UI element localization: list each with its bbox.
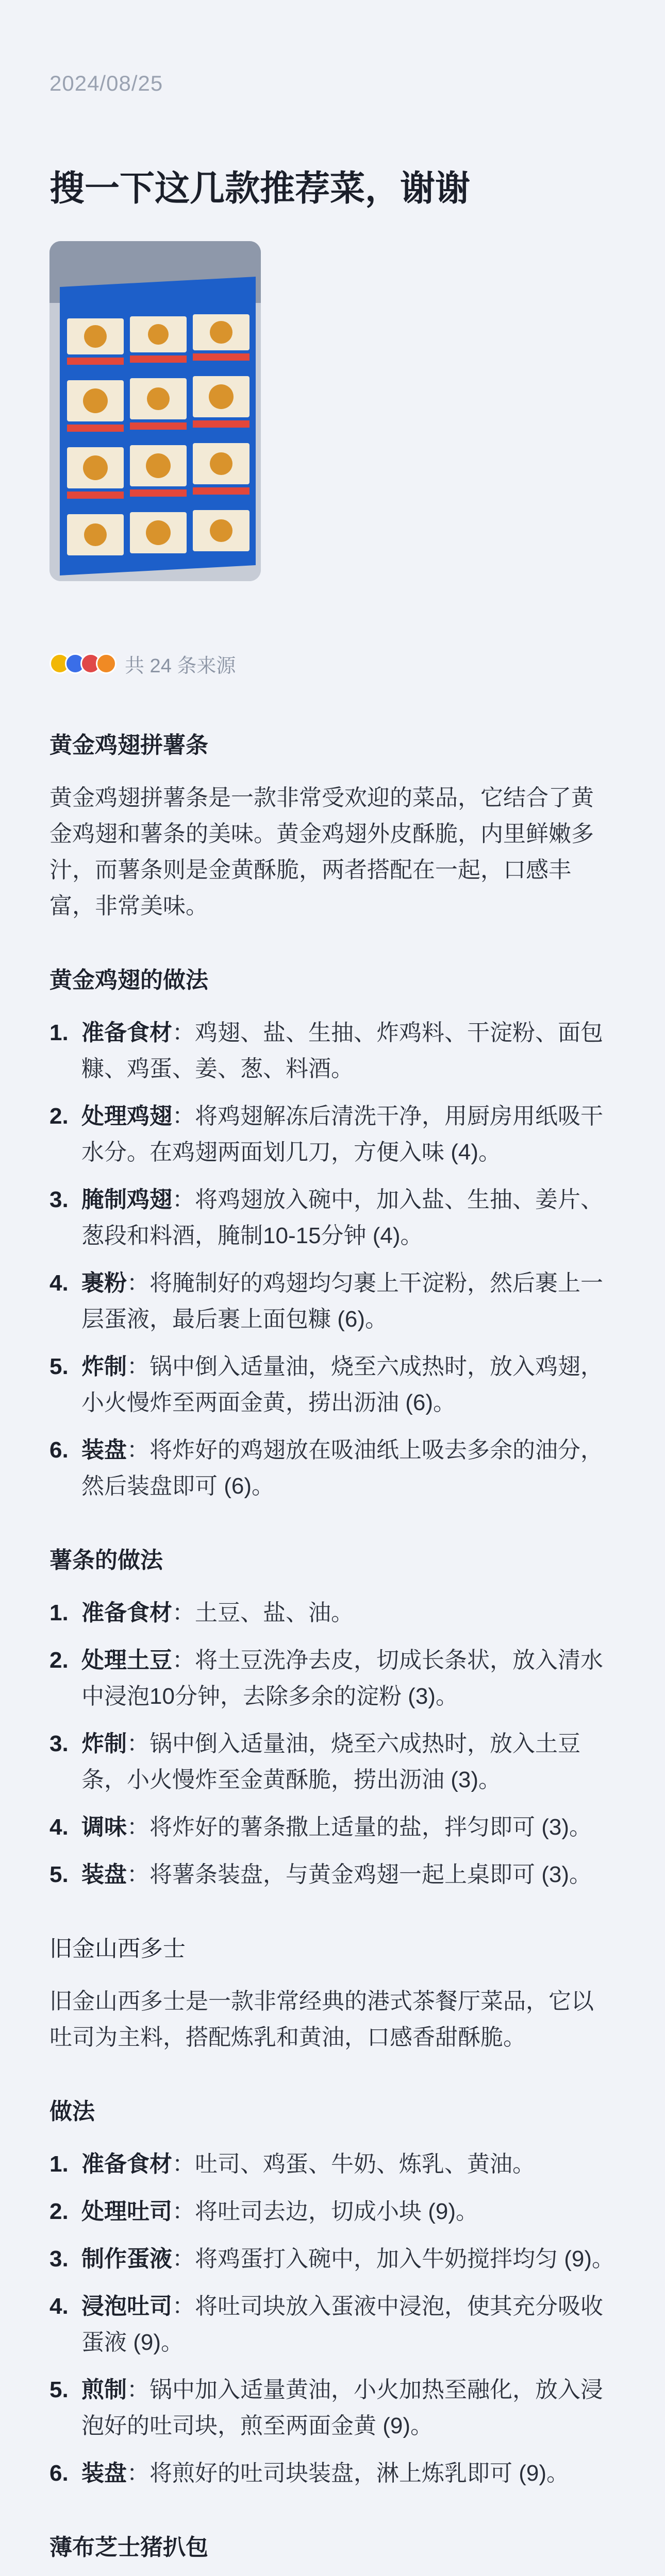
section-heading: 薄布芝士猪扒包: [49, 2535, 208, 2560]
list-item: 5. 煎制：锅中加入适量黄油，小火加热至融化，放入浸泡好的吐司块，煎至两面金黄 (9)。: [49, 2377, 603, 2438]
sources-count: 共 24 条来源: [125, 655, 236, 677]
steps-list: [49, 1595, 616, 1893]
list-item: 1. 准备食材：土豆、盐、油。: [49, 1600, 354, 1625]
source-avatar: [96, 653, 117, 674]
menu-board-image: [49, 241, 261, 581]
list-item: 3. 制作蛋液：将鸡蛋打入碗中，加入牛奶搅拌均匀 (9)。: [49, 2246, 614, 2272]
list-item: 2. 处理鸡翅：将鸡翅解冻后清洗干净，用厨房用纸吸干水分。在鸡翅两面划几刀，方便入味 (4)。: [49, 1104, 603, 1165]
post-date: 2024/08/25: [49, 71, 163, 95]
steps-list: [49, 2146, 616, 2492]
section-heading: 做法: [49, 2099, 95, 2124]
list-item: 4. 裹粉：将腌制好的鸡翅均匀裹上干淀粉，然后裹上一层蛋液，最后裹上面包糠 (6)。: [49, 1270, 603, 1332]
list-item: 4. 调味：将炸好的薯条撒上适量的盐，拌匀即可 (3)。: [49, 1815, 592, 1840]
section-heading: 薯条的做法: [49, 1548, 163, 1573]
list-item: 2. 处理土豆：将土豆洗净去皮，切成长条状，放入清水中浸泡10分钟，去除多余的淀粉 (3)。: [49, 1648, 603, 1709]
list-item: 6. 装盘：将炸好的鸡翅放在吸油纸上吸去多余的油分，然后装盘即可 (6)。: [49, 1437, 603, 1499]
section-paragraph: 黄金鸡翅拼薯条是一款非常受欢迎的菜品，它结合了黄金鸡翅和薯条的美味。黄金鸡翅外皮酥脆，内里鲜嫩多汁，而薯条则是金黄酥脆，两者搭配在一起，口感丰富，非常美味。: [49, 785, 594, 919]
list-item: 2. 处理吐司：将吐司去边，切成小块 (9)。: [49, 2199, 478, 2224]
list-item: 6. 装盘：将煎好的吐司块装盘，淋上炼乳即可 (9)。: [49, 2461, 569, 2486]
sources-row[interactable]: [49, 648, 236, 679]
section-heading: 旧金山西多士: [49, 1936, 186, 1961]
list-item: 1. 准备食材：鸡翅、盐、生抽、炸鸡料、干淀粉、面包糠、鸡蛋、姜、葱、料酒。: [49, 1020, 603, 1081]
query-photo[interactable]: [49, 241, 261, 581]
list-item: 3. 腌制鸡翅：将鸡翅放入碗中，加入盐、生抽、姜片、葱段和料酒，腌制10-15分钟 (4)。: [49, 1187, 603, 1248]
list-item: 4. 浸泡吐司：将吐司块放入蛋液中浸泡，使其充分吸收蛋液 (9)。: [49, 2294, 603, 2355]
list-item: 5. 装盘：将薯条装盘，与黄金鸡翅一起上桌即可 (3)。: [49, 1862, 592, 1887]
section-paragraph: 旧金山西多士是一款非常经典的港式茶餐厅菜品，它以吐司为主料，搭配炼乳和黄油，口感香甜酥脆。: [49, 1989, 594, 2050]
list-item: 3. 炸制：锅中倒入适量油，烧至六成热时，放入土豆条，小火慢炸至金黄酥脆，捞出沥油 (3)。: [49, 1731, 580, 1792]
list-item: 5. 炸制：锅中倒入适量油，烧至六成热时，放入鸡翅，小火慢炸至两面金黄，捞出沥油 (6)。: [49, 1354, 603, 1415]
list-item: 1. 准备食材：吐司、鸡蛋、牛奶、炼乳、黄油。: [49, 2151, 535, 2177]
section-heading: 黄金鸡翅的做法: [49, 968, 208, 993]
answer-content: [49, 726, 616, 2576]
page-title: 搜一下这几款推荐菜，谢谢: [49, 169, 471, 208]
section-heading: 黄金鸡翅拼薯条: [49, 733, 208, 758]
steps-list: [49, 1015, 616, 1504]
